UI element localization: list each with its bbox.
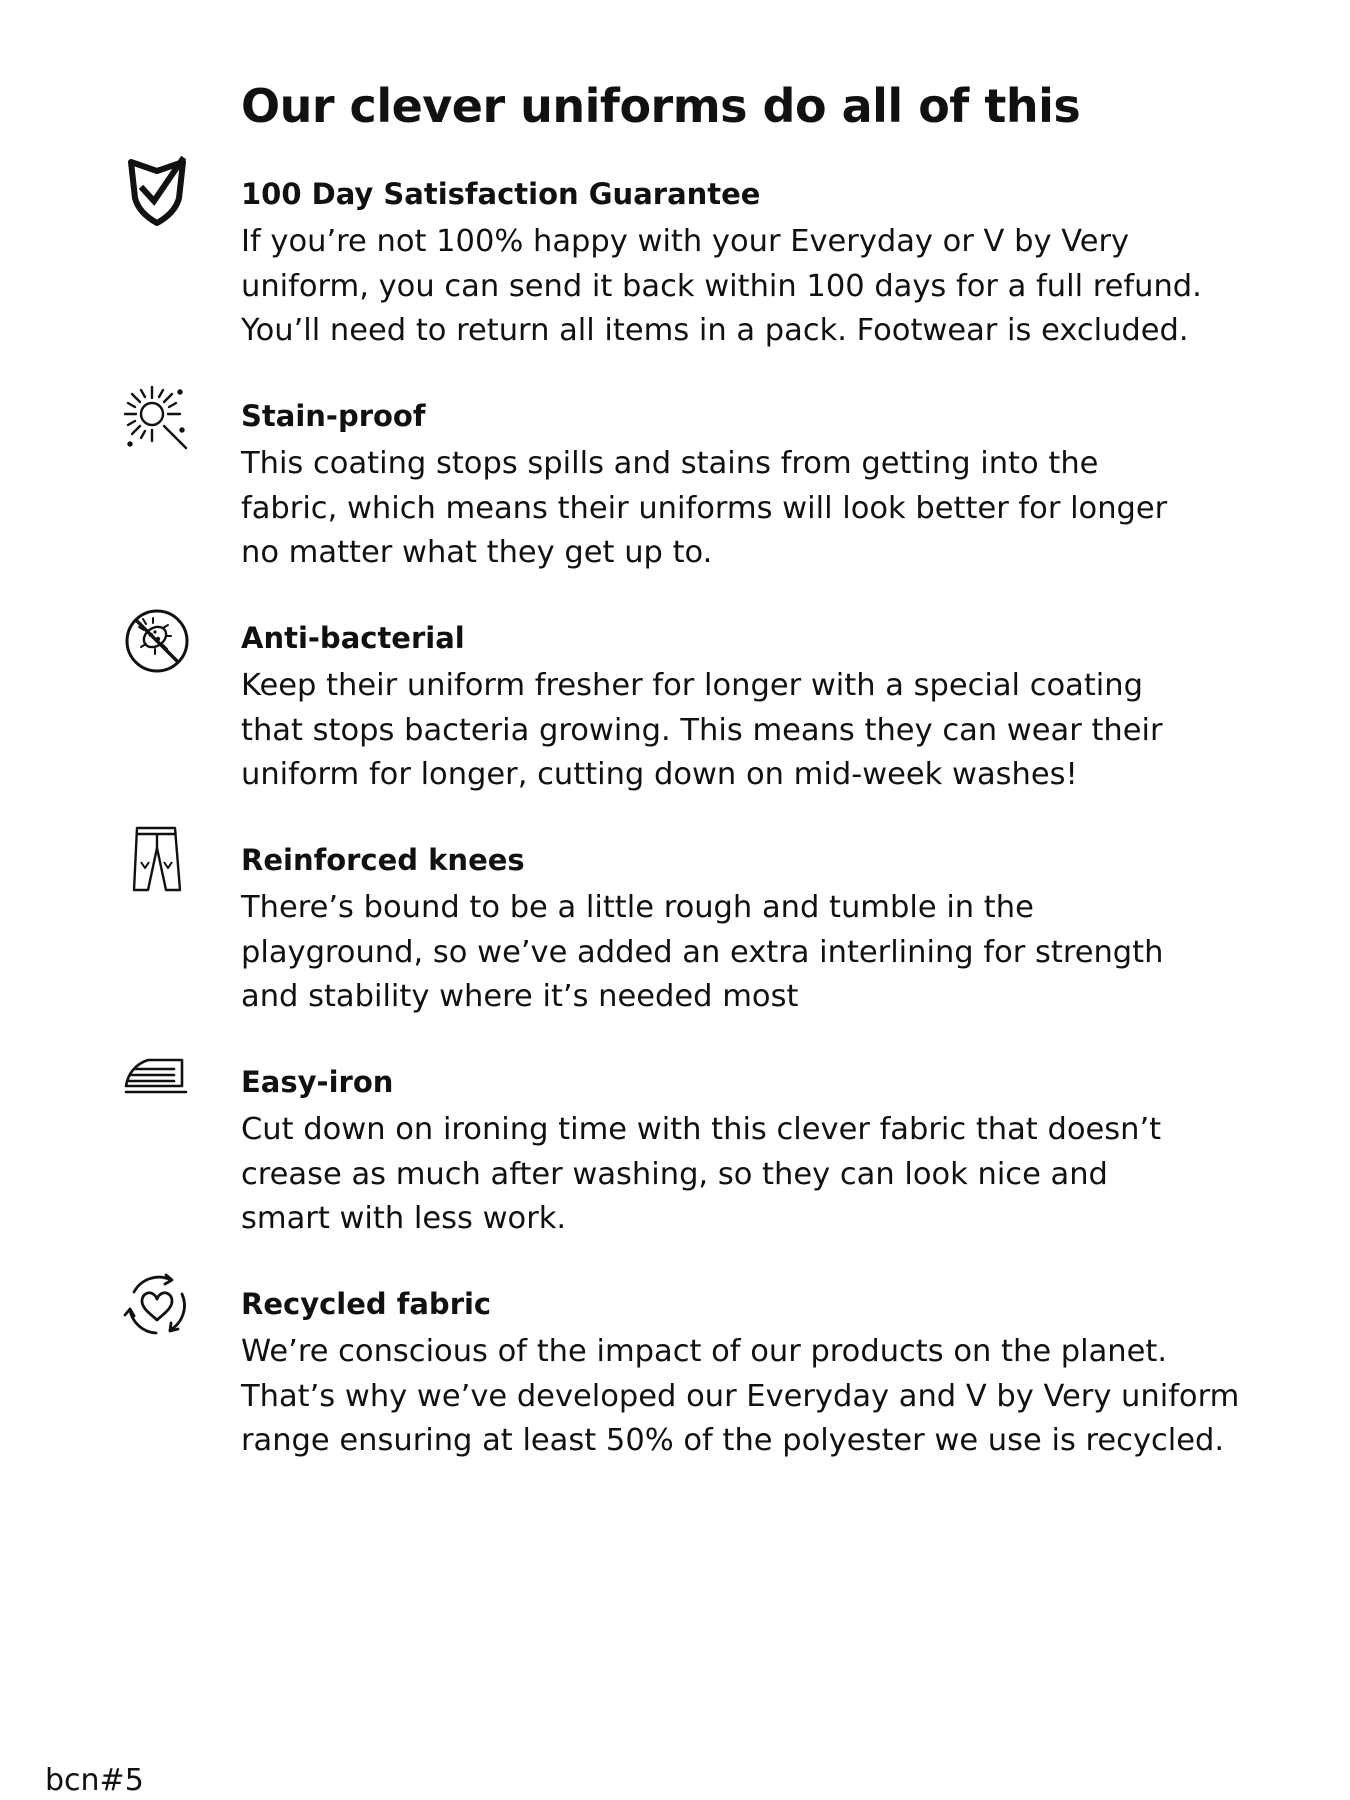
description-line: This coating stops spills and stains from getting into the — [241, 446, 1099, 481]
description-line: range ensuring at least 50% of the polyester we use is recycled. — [241, 1423, 1225, 1458]
description-line: fabric, which means their uniforms will look better for longer — [241, 490, 1168, 526]
description-line: We’re conscious of the impact of our products on the planet. — [241, 1334, 1168, 1369]
description-line: Cut down on ironing time with this clever fabric that doesn’t — [241, 1112, 1162, 1147]
feature-description — [241, 664, 1261, 798]
page-title: Our clever uniforms do all of this — [241, 79, 1081, 133]
description-line: uniform for longer, cutting down on mid-week washes! — [241, 757, 1078, 792]
shield-check-icon — [122, 156, 192, 226]
stain-splash-icon — [122, 384, 192, 454]
feature-description — [241, 442, 1261, 576]
description-line: That’s why we’ve developed our Everyday and V by Very uniform — [241, 1378, 1240, 1414]
iron-icon — [122, 1040, 192, 1110]
description-line: playground, so we’ve added an extra interlining for strength — [241, 934, 1164, 970]
no-bacteria-icon — [122, 606, 192, 676]
feature-heading: Recycled fabric — [241, 1287, 492, 1321]
description-line: that stops bacteria growing. This means they can wear their — [241, 712, 1163, 748]
feature-heading: Easy-iron — [241, 1065, 394, 1099]
feature-heading: Anti-bacterial — [241, 621, 465, 655]
feature-heading: Stain-proof — [241, 399, 426, 433]
feature-heading: 100 Day Satisfaction Guarantee — [241, 177, 761, 211]
description-line: uniform, you can send it back within 100 days for a full refund. — [241, 268, 1202, 304]
description-line: no matter what they get up to. — [241, 535, 713, 570]
description-line: and stability where it’s needed most — [241, 979, 799, 1014]
feature-heading: Reinforced knees — [241, 843, 525, 877]
trousers-icon — [122, 824, 192, 894]
footer-code: bcn#5 — [45, 1763, 144, 1798]
feature-description — [241, 220, 1261, 354]
description-line: If you’re not 100% happy with your Everyday or V by Very — [241, 224, 1130, 259]
description-line: There’s bound to be a little rough and tumble in the — [241, 890, 1034, 925]
feature-description — [241, 1330, 1261, 1464]
description-line: You’ll need to return all items in a pack. Footwear is excluded. — [241, 313, 1189, 348]
recycle-heart-icon — [122, 1270, 192, 1340]
description-line: smart with less work. — [241, 1201, 567, 1236]
description-line: Keep their uniform fresher for longer with a special coating — [241, 668, 1143, 703]
feature-description — [241, 1108, 1261, 1242]
description-line: crease as much after washing, so they can look nice and — [241, 1156, 1108, 1192]
feature-description — [241, 886, 1261, 1020]
